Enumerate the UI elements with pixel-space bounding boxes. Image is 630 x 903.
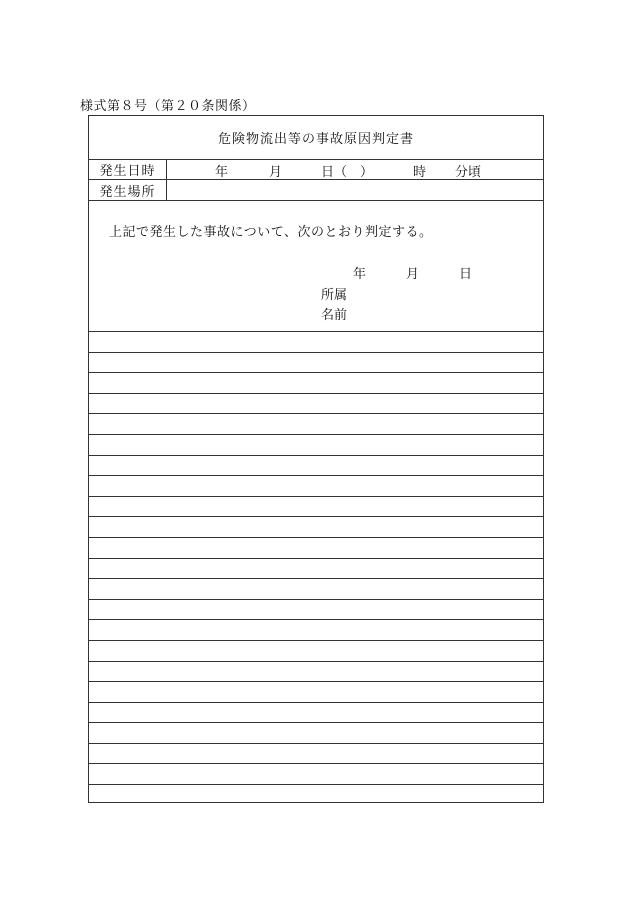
writing-line[interactable]	[89, 579, 543, 600]
writing-lines[interactable]	[89, 332, 543, 806]
writing-line[interactable]	[89, 414, 543, 435]
occurrence-place-label: 発生場所	[89, 180, 167, 200]
writing-line[interactable]	[89, 394, 543, 415]
writing-line[interactable]	[89, 662, 543, 683]
writing-line[interactable]	[89, 559, 543, 580]
writing-line[interactable]	[89, 517, 543, 538]
writing-line[interactable]	[89, 538, 543, 559]
minute-unit: 分頃	[455, 165, 482, 180]
year-unit: 年	[215, 165, 229, 180]
writing-line[interactable]	[89, 723, 543, 744]
writing-line[interactable]	[89, 497, 543, 518]
writing-line[interactable]	[89, 703, 543, 724]
statement-area	[89, 201, 543, 332]
sign-day-unit: 日	[459, 267, 473, 282]
writing-line[interactable]	[89, 744, 543, 765]
form-title: 危険物流出等の事故原因判定書	[89, 116, 543, 160]
writing-line[interactable]	[89, 764, 543, 785]
affiliation-label: 所属	[321, 288, 348, 303]
sign-month-unit: 月	[406, 267, 420, 282]
writing-line[interactable]	[89, 641, 543, 662]
form-number-label: 様式第８号（第２０条関係）	[80, 99, 256, 114]
writing-line[interactable]	[89, 785, 543, 806]
writing-line[interactable]	[89, 456, 543, 477]
writing-line[interactable]	[89, 353, 543, 374]
writing-line[interactable]	[89, 332, 543, 353]
writing-line[interactable]	[89, 373, 543, 394]
occurrence-place-field[interactable]	[167, 180, 543, 200]
writing-line[interactable]	[89, 476, 543, 497]
occurrence-datetime-label: 発生日時	[89, 159, 167, 179]
sign-year-unit: 年	[353, 267, 367, 282]
writing-line[interactable]	[89, 682, 543, 703]
occurrence-datetime-row	[89, 159, 543, 180]
hour-unit: 時	[413, 165, 427, 180]
judgment-form	[88, 115, 544, 803]
writing-line[interactable]	[89, 435, 543, 456]
day-weekday-unit: 日（ ）	[321, 165, 374, 180]
writing-line[interactable]	[89, 600, 543, 621]
statement-text: 上記で発生した事故について、次のとおり判定する。	[109, 225, 433, 240]
writing-line[interactable]	[89, 620, 543, 641]
occurrence-place-row	[89, 180, 543, 201]
name-label: 名前	[321, 308, 348, 323]
occurrence-datetime-field[interactable]	[167, 159, 543, 179]
month-unit: 月	[269, 165, 283, 180]
